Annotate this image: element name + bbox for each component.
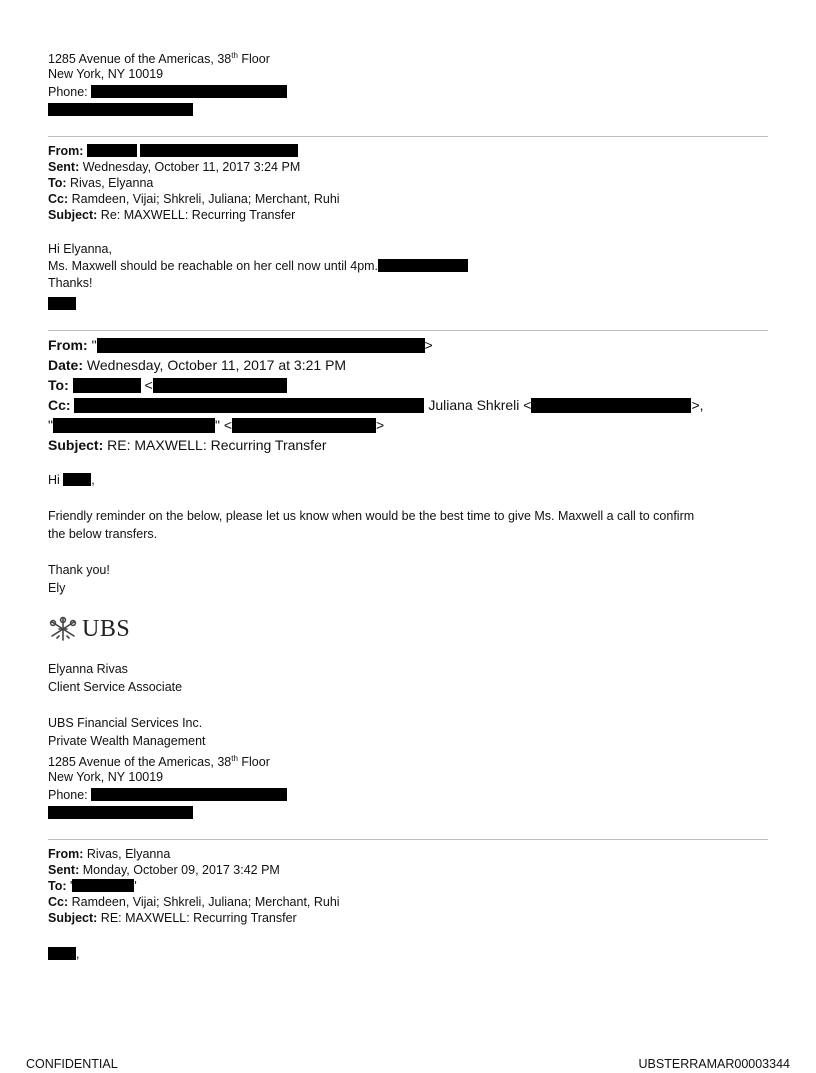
- sig-address-sup: th: [231, 754, 238, 763]
- top-phone-line: [48, 84, 287, 100]
- redaction-block: [73, 378, 141, 393]
- top-address-floor: Floor: [237, 52, 270, 66]
- top-address-line: [48, 48, 270, 67]
- email2-date-line: [48, 356, 346, 374]
- email1-sent-line: [48, 159, 300, 175]
- from-label: From:: [48, 144, 87, 158]
- cc2-mid: " <: [214, 417, 233, 433]
- email2-cc-line: [48, 396, 704, 414]
- redaction-block: [232, 418, 376, 433]
- footer-confidential: CONFIDENTIAL: [26, 1057, 118, 1071]
- redaction-block: [378, 259, 468, 272]
- cc-label: Cc:: [48, 397, 75, 413]
- cc-label: Cc:: [48, 192, 72, 206]
- email2-signoff: Ely: [48, 581, 66, 595]
- sig-title: Client Service Associate: [48, 680, 183, 694]
- email1-signature: [48, 296, 76, 312]
- email2-thankyou: Thank you!: [48, 563, 110, 577]
- redaction-block: [531, 398, 691, 413]
- date-value: Wednesday, October 11, 2017 at 3:21 PM: [86, 357, 347, 373]
- top-address-sup: th: [231, 51, 238, 60]
- email1-body: [48, 258, 468, 274]
- sig-address-floor: Floor: [237, 755, 270, 769]
- redaction-block: [91, 788, 287, 801]
- email3-to-line: [48, 878, 137, 894]
- to-value: Rivas, Elyanna: [69, 176, 154, 190]
- subject-value: RE: MAXWELL: Recurring Transfer: [107, 437, 327, 453]
- top-city-line: New York, NY 10019: [48, 67, 164, 81]
- subject-value: Re: MAXWELL: Recurring Transfer: [100, 208, 296, 222]
- email3-greeting: [48, 946, 79, 962]
- date-label: Date:: [48, 357, 87, 373]
- sent-value: Wednesday, October 11, 2017 3:24 PM: [82, 160, 301, 174]
- subject-label: Subject:: [48, 437, 108, 453]
- email1-greeting: Hi Elyanna,: [48, 242, 112, 256]
- redaction-block: [91, 85, 287, 98]
- cc2-quote: ": [48, 417, 53, 433]
- sig-address: [48, 751, 270, 770]
- email1-from-line: [48, 143, 298, 159]
- ubs-logo-text: UBS: [82, 615, 131, 642]
- to-label: To:: [48, 377, 73, 393]
- redaction-block: [48, 947, 76, 960]
- email3-from-line: [48, 846, 170, 862]
- to-label: To:: [48, 176, 70, 190]
- from-quote: ": [91, 337, 97, 353]
- email1-to-line: [48, 175, 153, 191]
- divider-line: [48, 839, 768, 840]
- email1-cc-line: [48, 191, 340, 207]
- redaction-block: [63, 473, 91, 486]
- email3-subject-line: [48, 910, 297, 926]
- redaction-block: [153, 378, 287, 393]
- sig-company: UBS Financial Services Inc.: [48, 716, 203, 730]
- sig-phone-label: Phone:: [48, 788, 92, 802]
- divider-line: [48, 136, 768, 137]
- greeting-post: ,: [91, 473, 95, 487]
- email1-body-text: Ms. Maxwell should be reachable on her cell now until 4pm.: [48, 259, 379, 273]
- sent-label: Sent:: [48, 160, 83, 174]
- email2-body-line2: the below transfers.: [48, 527, 158, 541]
- sent-value: Monday, October 09, 2017 3:42 PM: [82, 863, 280, 877]
- email2-greeting: [48, 472, 95, 488]
- redaction-block: [97, 338, 425, 353]
- redaction-block: [140, 144, 298, 157]
- sig-name: Elyanna Rivas: [48, 662, 128, 676]
- sig-city: New York, NY 10019: [48, 770, 164, 784]
- redaction-block: [48, 297, 76, 310]
- email2-to-line: [48, 376, 287, 394]
- email2-cc2-line: [48, 416, 384, 434]
- cc-value: Ramdeen, Vijai; Shkreli, Juliana; Merchant, Ruhi: [71, 895, 340, 909]
- redaction-block: [74, 398, 424, 413]
- greeting-pre: Hi: [48, 473, 64, 487]
- email1-subject-line: [48, 207, 295, 223]
- email2-from-line: [48, 336, 433, 354]
- sig-email: [48, 805, 193, 821]
- from-close: >: [424, 337, 433, 353]
- sig-address-text: 1285 Avenue of the Americas, 38: [48, 755, 232, 769]
- subject-value: RE: MAXWELL: Recurring Transfer: [100, 911, 297, 925]
- email2-subject-line: [48, 436, 327, 454]
- email1-thanks: Thanks!: [48, 276, 93, 290]
- cc2-close: >: [376, 417, 385, 433]
- from-label: From:: [48, 847, 87, 861]
- sent-label: Sent:: [48, 863, 83, 877]
- subject-label: Subject:: [48, 208, 101, 222]
- cc-label: Cc:: [48, 895, 72, 909]
- cc-close: >,: [691, 397, 704, 413]
- ubs-logo: [48, 615, 130, 643]
- from-label: From:: [48, 337, 92, 353]
- to-quote-close: ': [134, 879, 137, 893]
- subject-label: Subject:: [48, 911, 101, 925]
- redaction-block: [48, 103, 193, 116]
- top-address-text: 1285 Avenue of the Americas, 38: [48, 52, 232, 66]
- to-quote-open: ': [69, 879, 73, 893]
- top-phone-label: Phone:: [48, 85, 92, 99]
- ubs-keys-icon: [48, 616, 78, 642]
- from-value: Rivas, Elyanna: [86, 847, 171, 861]
- email2-body-line1: Friendly reminder on the below, please let us know when would be the best time to give Ms. Maxwell a call to confirm: [48, 509, 695, 523]
- sig-phone: [48, 787, 287, 803]
- email3-cc-line: [48, 894, 340, 910]
- email3-sent-line: [48, 862, 280, 878]
- sig-division: Private Wealth Management: [48, 734, 206, 748]
- to-label: To:: [48, 879, 70, 893]
- redaction-block: [53, 418, 215, 433]
- cc-value: Ramdeen, Vijai; Shkreli, Juliana; Merchant, Ruhi: [71, 192, 340, 206]
- cc-name: Juliana Shkreli <: [428, 397, 532, 413]
- top-email-line: [48, 102, 193, 118]
- footer-bates-number: UBSTERRAMAR00003344: [638, 1057, 790, 1071]
- redaction-block: [48, 806, 193, 819]
- greeting-post: ,: [76, 947, 80, 961]
- divider-line: [48, 330, 768, 331]
- redaction-block: [69, 879, 137, 893]
- redaction-block: [87, 144, 137, 157]
- to-lt: <: [144, 377, 153, 393]
